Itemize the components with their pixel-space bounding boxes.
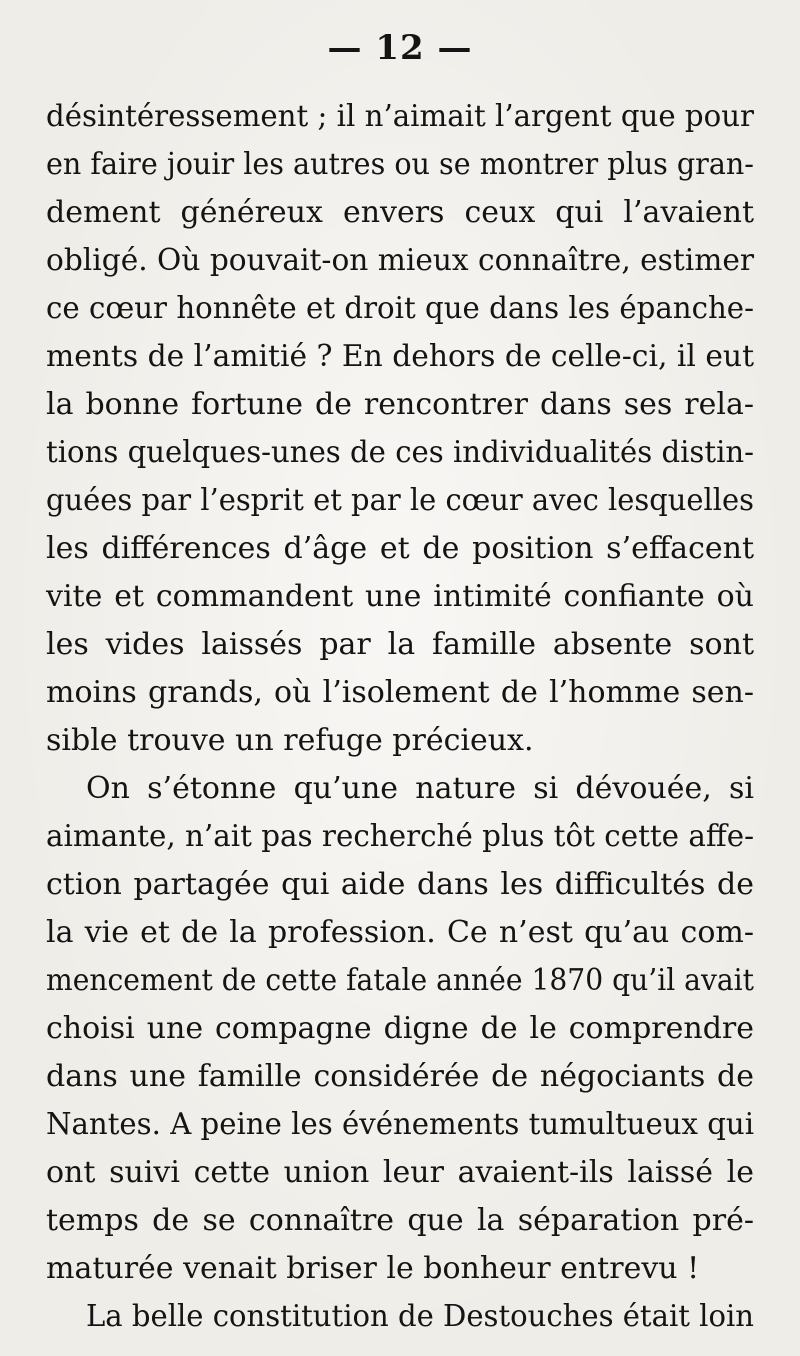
text-line: désintéressement ; il n’aimait l’argent que pour: [46, 99, 754, 134]
text-line: temps de se connaître que la séparation pré-: [46, 1203, 754, 1238]
text-line: mencement de cette fatale année 1870 qu’il avait: [46, 963, 755, 998]
text-line: choisi une compagne digne de le comprendre: [46, 1011, 754, 1046]
text-line: Nantes. A peine les événements tumultueux qui: [46, 1107, 755, 1142]
page-number: — 12 —: [327, 28, 473, 68]
text-line: aimante, n’ait pas recherché plus tôt cette affe-: [46, 819, 755, 854]
text-line: les différences d’âge et de position s’effacent: [46, 531, 754, 566]
text-line: maturée venait briser le bonheur entrevu !: [46, 1251, 700, 1286]
text-line: la vie et de la profession. Ce n’est qu’au com-: [46, 915, 754, 950]
text-line: moins grands, où l’isolement de l’homme sen-: [46, 675, 754, 710]
text-line: ce cœur honnête et droit que dans les épanche-: [46, 291, 754, 326]
text-line: les vides laissés par la famille absente sont: [46, 627, 754, 662]
text-line: dans une famille considérée de négociants de: [46, 1059, 754, 1094]
paragraph-first-line: La belle constitution de Destouches était loin: [86, 1299, 754, 1334]
text-line: dement généreux envers ceux qui l’avaient: [46, 195, 754, 230]
text-line: tions quelques-unes de ces individualités distin-: [46, 435, 755, 470]
text-line: obligé. Où pouvait-on mieux connaître, estimer: [46, 243, 755, 278]
text-line: guées par l’esprit et par le cœur avec lesquelles: [46, 483, 755, 518]
text-line: la bonne fortune de rencontrer dans ses rela-: [46, 387, 754, 422]
text-line: en faire jouir les autres ou se montrer plus gran-: [46, 147, 754, 182]
text-line: ction partagée qui aide dans les difficultés de: [46, 867, 754, 902]
text-line: vite et commandent une intimité confiante où: [46, 579, 754, 614]
paragraph-first-line: On s’étonne qu’une nature si dévouée, si: [86, 771, 754, 806]
text-line: sible trouve un refuge précieux.: [46, 723, 534, 758]
text-line: ments de l’amitié ? En dehors de celle-ci, il eut: [46, 339, 755, 374]
text-line: ont suivi cette union leur avaient-ils laissé le: [46, 1155, 754, 1190]
